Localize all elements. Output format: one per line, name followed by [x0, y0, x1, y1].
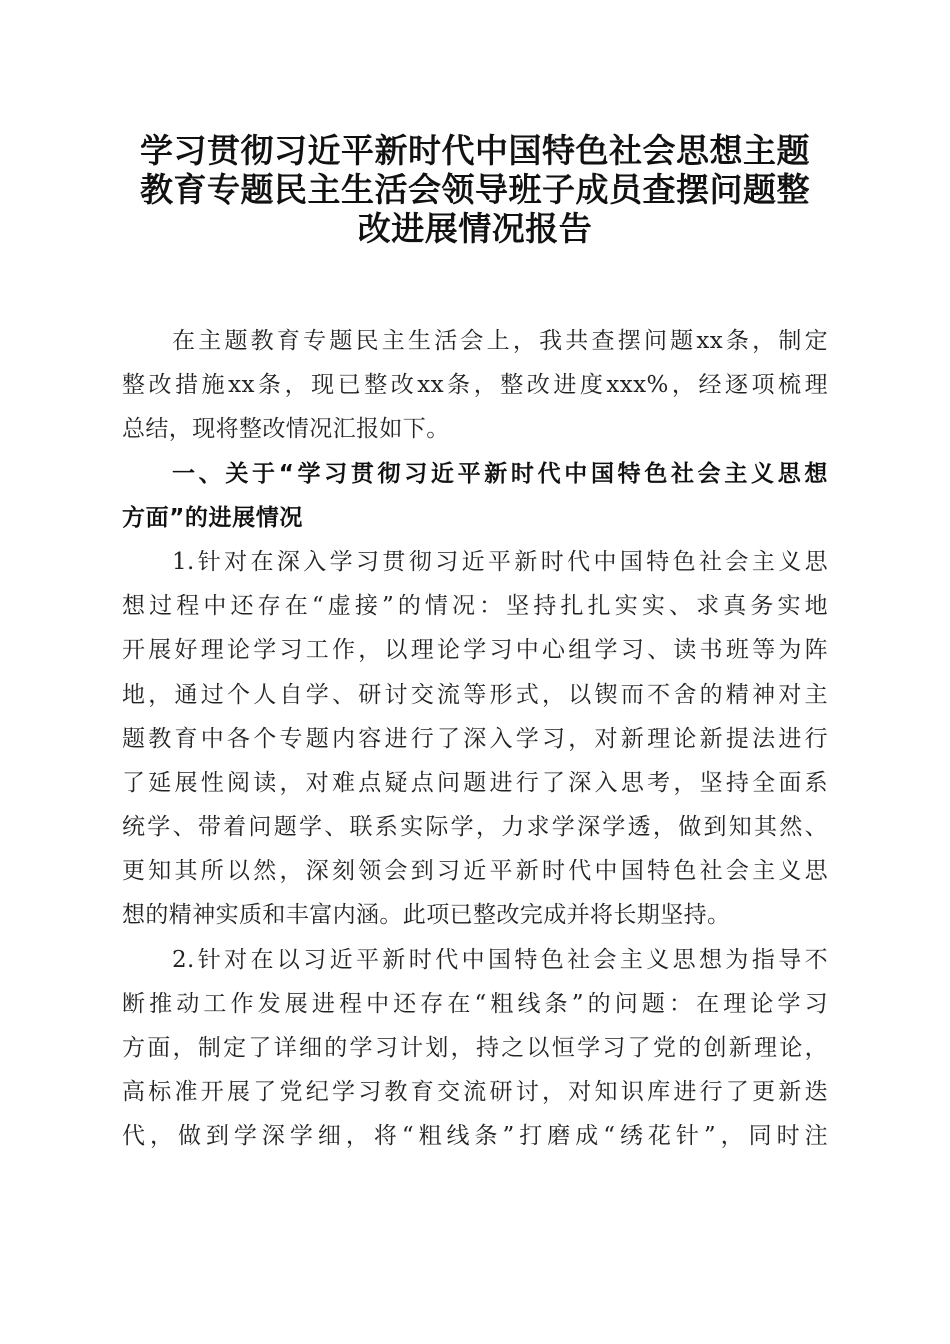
- intro-paragraph: [122, 319, 828, 452]
- document-title: [100, 131, 850, 248]
- text-line: 地，通过个人自学、研讨交流等形式，以锲而不舍的精神对主: [122, 681, 828, 708]
- text-line: 方面，制定了详细的学习计划，持之以恒学习了党的创新理论，: [122, 1035, 828, 1061]
- text-line: 想过程中还存在“虚接”的情况：坚持扎扎实实、求真务实地: [122, 593, 828, 620]
- text-line: 在主题教育专题民主生活会上，我共查摆问题xx条，制定: [172, 328, 828, 354]
- text-line: 了延展性阅读，对难点疑点问题进行了深入思考，坚持全面系: [122, 769, 828, 796]
- item-2-paragraph: [122, 938, 828, 1159]
- text-line: 统学、带着问题学、联系实际学，力求学深学透，做到知其然、: [122, 814, 828, 841]
- text-line: 1.针对在深入学习贯彻习近平新时代中国特色社会主义思: [172, 548, 828, 575]
- text-line: 更知其所以然，深刻领会到习近平新时代中国特色社会主义思: [122, 858, 828, 885]
- text-line: 总结，现将整改情况汇报如下。: [122, 416, 450, 443]
- text-line: 代，做到学深学细，将“粗线条”打磨成“绣花针”，同时注: [122, 1123, 828, 1150]
- heading-line: 一、关于“学习贯彻习近平新时代中国特色社会主义思想: [172, 460, 828, 487]
- text-line: 断推动工作发展进程中还存在“粗线条”的问题：在理论学习: [122, 990, 828, 1017]
- heading-line: 方面”的进展情况: [122, 504, 303, 531]
- section-heading: [122, 452, 828, 540]
- text-line: 高标准开展了党纪学习教育交流研讨，对知识库进行了更新迭: [122, 1079, 828, 1106]
- text-line: 2.针对在以习近平新时代中国特色社会主义思想为指导不: [172, 946, 828, 973]
- document-body: [122, 319, 828, 1159]
- text-line: 想的精神实质和丰富内涵。此项已整改完成并将长期坚持。: [122, 902, 731, 929]
- item-1-paragraph: [122, 540, 828, 938]
- text-line: 题教育中各个专题内容进行了深入学习，对新理论新提法进行: [122, 725, 828, 752]
- text-line: 整改措施xx条，现已整改xx条，整改进度xxx%，经逐项梳理: [122, 372, 828, 399]
- text-line: 开展好理论学习工作，以理论学习中心组学习、读书班等为阵: [122, 637, 828, 664]
- title-line: 学习贯彻习近平新时代中国特色社会思想主题: [140, 131, 810, 170]
- title-line: 教育专题民主生活会领导班子成员查摆问题整: [140, 170, 810, 209]
- title-line: 改进展情况报告: [357, 209, 593, 248]
